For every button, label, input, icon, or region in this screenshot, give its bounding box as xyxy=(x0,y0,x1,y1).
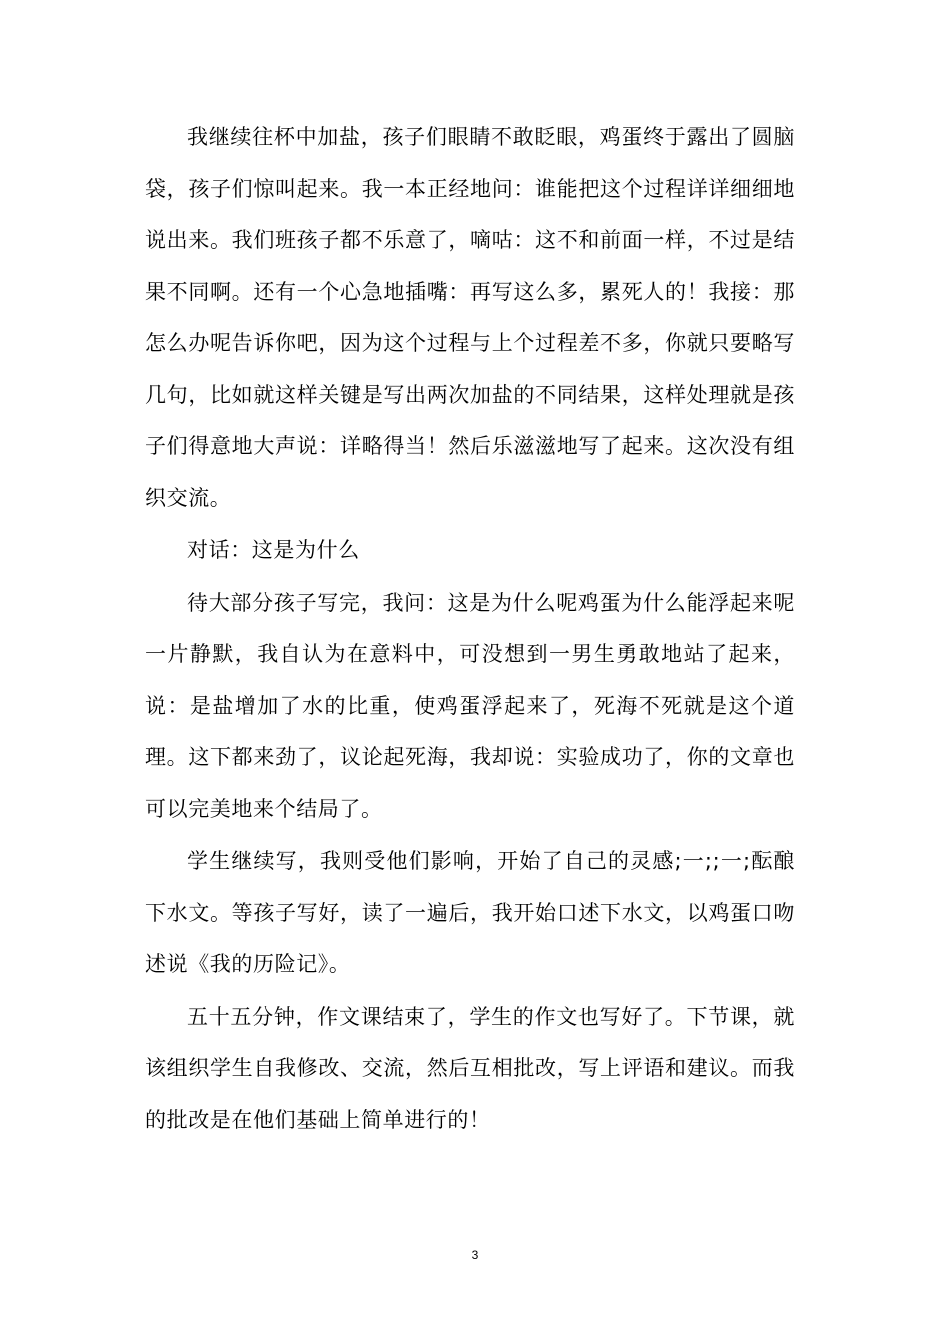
paragraph-1: 我继续往杯中加盐，孩子们眼睛不敢眨眼，鸡蛋终于露出了圆脑袋，孩子们惊叫起来。我一本正经地问：谁能把这个过程详详细细地说出来。我们班孩子都不乐意了，嘀咕：这不和前面一样，不过是结果不同啊。还有一个心急地插嘴：再写这么多，累死人的！我接：那怎么办呢告诉你吧，因为这个过程与上个过程差不多，你就只要略写几句，比如就这样关键是写出两次加盐的不同结果，这样处理就是孩子们得意地大声说：详略得当！然后乐滋滋地写了起来。这次没有组织交流。 xyxy=(145,125,795,510)
document-body xyxy=(145,112,795,1147)
paragraph-2-heading: 对话：这是为什么 xyxy=(187,538,360,562)
paragraph-5: 五十五分钟，作文课结束了，学生的作文也写好了。下节课，就该组织学生自我修改、交流，然后互相批改，写上评语和建议。而我的批改是在他们基础上简单进行的！ xyxy=(145,1004,795,1132)
paragraph-3: 待大部分孩子写完，我问：这是为什么呢鸡蛋为什么能浮起来呢一片静默，我自认为在意料中，可没想到一男生勇敢地站了起来，说：是盐增加了水的比重，使鸡蛋浮起来了，死海不死就是这个道理。这下都来劲了，议论起死海，我却说：实验成功了，你的文章也可以完美地来个结局了。 xyxy=(145,590,795,821)
page-number: 3 xyxy=(471,1248,479,1262)
paragraph-4: 学生继续写，我则受他们影响，开始了自己的灵感;一;;一;酝酿下水文。等孩子写好，读了一遍后，我开始口述下水文，以鸡蛋口吻述说《我的历险记》。 xyxy=(145,849,795,976)
